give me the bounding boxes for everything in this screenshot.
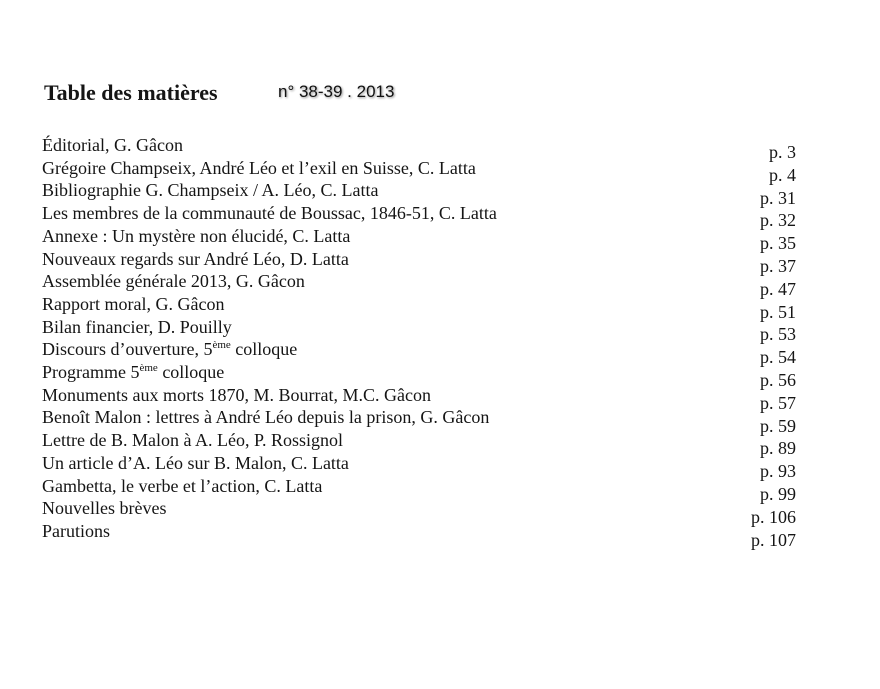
- toc-entry-text: Bibliographie G. Champseix / A. Léo, C. Latta: [42, 180, 379, 201]
- page-title: Table des matières: [44, 80, 218, 105]
- toc-entry-title: [42, 270, 305, 292]
- toc-entry-title: [42, 134, 183, 156]
- toc-entry-page: p. 89: [760, 438, 796, 459]
- toc-entry-page: p. 59: [760, 415, 796, 436]
- toc-entry-text: Annexe : Un mystère non élucidé, C. Latta: [42, 225, 351, 246]
- toc-entry-page: p. 37: [760, 256, 796, 276]
- toc-entry-page: p. 3: [769, 142, 796, 162]
- toc-entry-page: p. 57: [760, 392, 796, 413]
- toc-entry-page: p. 56: [760, 370, 796, 390]
- toc-entry-title: [42, 293, 224, 315]
- toc-entry-text: Grégoire Champseix, André Léo et l’exil en Suisse, C. Latta: [42, 157, 476, 178]
- toc-entry-text: Nouvelles brèves: [42, 498, 167, 519]
- issue-label: n° 38-39 . 2013: [278, 82, 395, 101]
- toc-entry-page: p. 32: [760, 210, 796, 231]
- toc-entry-text-suffix: colloque: [157, 362, 225, 382]
- toc-entry-page: p. 31: [760, 187, 796, 208]
- toc-entry-title: [42, 248, 349, 270]
- toc-entry-title: [42, 384, 431, 406]
- toc-entry-text: Nouveaux regards sur André Léo, D. Latta: [42, 248, 349, 269]
- toc-entry-title: [42, 452, 349, 474]
- toc-entry-text: Programme 5: [42, 362, 140, 382]
- toc-entry-text: Benoît Malon : lettres à André Léo depuis la prison, G. Gâcon: [42, 407, 490, 428]
- toc-entry-title: [42, 157, 476, 179]
- toc-entry-page: p. 47: [760, 278, 796, 299]
- toc-entry-title: [42, 475, 322, 497]
- toc-entry-text: Discours d’ouverture, 5: [42, 339, 213, 360]
- toc-entry-title: [42, 361, 224, 383]
- toc-entry-text: Assemblée générale 2013, G. Gâcon: [42, 271, 305, 292]
- toc-entry-text: Lettre de B. Malon à A. Léo, P. Rossignol: [42, 430, 343, 451]
- toc-entry-page: p. 54: [760, 347, 796, 368]
- toc-entry-page: p. 107: [751, 529, 796, 550]
- toc-entry-page: p. 53: [760, 324, 796, 345]
- toc-entry-text: Les membres de la communauté de Boussac, 1846-51, C. Latta: [42, 203, 497, 224]
- toc-entry-superscript: ème: [139, 362, 158, 374]
- toc-entry-title: [42, 497, 166, 519]
- toc-entry-title: [42, 179, 378, 201]
- toc-entry-title: [42, 225, 350, 247]
- toc-entry-text: Gambetta, le verbe et l’action, C. Latta: [42, 475, 323, 496]
- toc-entry-text: Un article d’A. Léo sur B. Malon, C. Latta: [42, 452, 349, 473]
- toc-entry-superscript: ème: [212, 339, 231, 352]
- toc-entry-title: [42, 406, 489, 428]
- toc-entry-page: p. 106: [751, 506, 796, 527]
- toc-entry-page: p. 93: [760, 461, 796, 482]
- toc-entry-text: Éditorial, G. Gâcon: [42, 135, 183, 155]
- toc-entry-title: [42, 429, 343, 451]
- toc-entry-text-suffix: colloque: [230, 339, 298, 360]
- toc-entry-title: [42, 338, 297, 360]
- toc-entry-text: Monuments aux morts 1870, M. Bourrat, M.C. Gâcon: [42, 384, 431, 405]
- toc-entry-text: Rapport moral, G. Gâcon: [42, 293, 225, 314]
- toc-entry-title: [42, 202, 497, 224]
- toc-entry-page: p. 51: [760, 301, 796, 322]
- toc-entry-page: p. 99: [760, 484, 796, 504]
- toc-entry-page: p. 35: [760, 233, 796, 254]
- toc-entry-text: Parutions: [42, 520, 111, 541]
- toc-entry-text: Bilan financier, D. Pouilly: [42, 316, 232, 337]
- toc-entry-page: p. 4: [769, 164, 796, 185]
- toc-entry-title: [42, 520, 110, 542]
- toc-entry-title: [42, 316, 232, 338]
